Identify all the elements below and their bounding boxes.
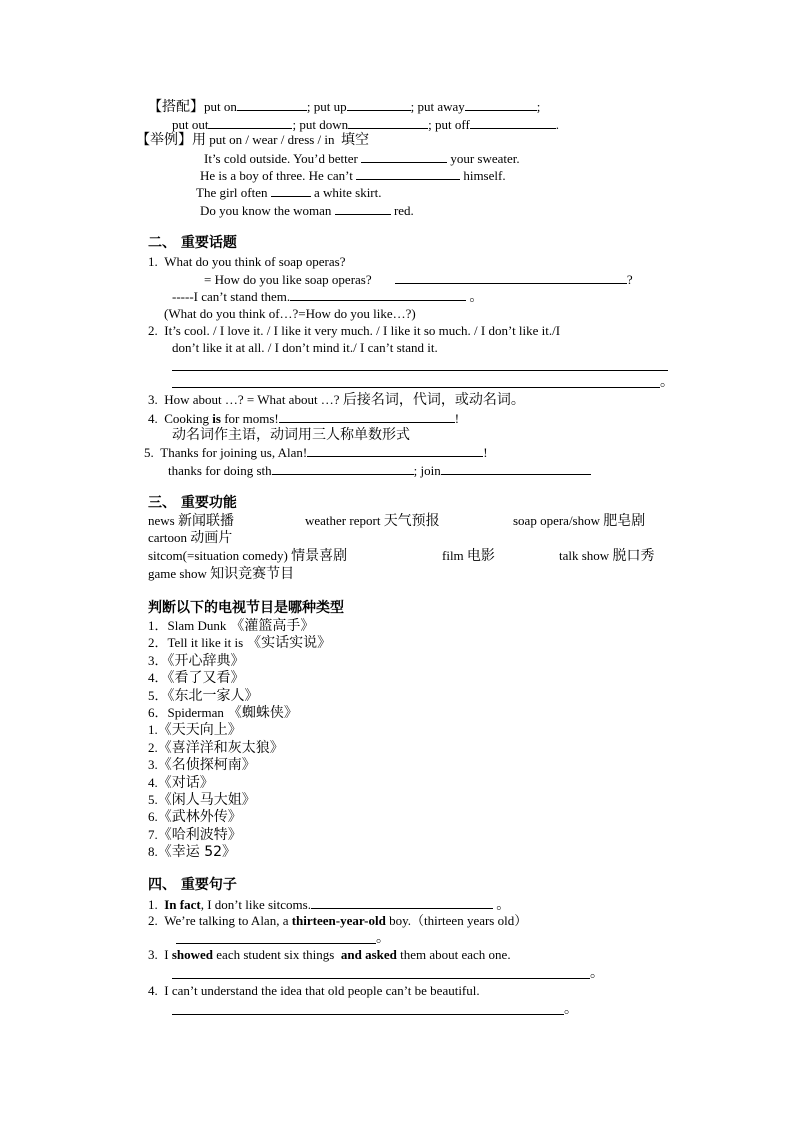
collocation-put-away: put away [417, 99, 465, 114]
judge-item-title: 《武林外传》 [157, 809, 242, 825]
item-number: 5． [148, 688, 168, 703]
topic-5b-join: join [420, 463, 441, 478]
example-sentence-4 [200, 202, 414, 219]
end-mark: 。 [469, 289, 484, 305]
judge-item [148, 618, 314, 634]
collocation-put-down: put down [299, 117, 349, 132]
blank[interactable] [290, 288, 466, 301]
example-s4b: red. [393, 203, 414, 218]
blank[interactable] [272, 462, 414, 475]
example-instruction [136, 132, 369, 148]
separator: ; [292, 117, 297, 132]
judge-item-title: 《看了又看》 [167, 670, 245, 686]
function-soap [513, 513, 645, 529]
example-s3b: a white skirt. [313, 185, 382, 200]
topic-1c-text: -----I can’t stand them. [172, 289, 291, 304]
example-s3a: The girl often [196, 185, 268, 200]
sentence-3-bold-2: and asked [340, 947, 397, 962]
judge-item [148, 722, 242, 738]
topic-item-1 [148, 254, 345, 270]
answer-line[interactable] [172, 978, 590, 979]
function-film [442, 548, 495, 564]
function-en: cartoon [148, 530, 187, 545]
topic-3-text: How about …? = What about …? [164, 392, 340, 407]
topic-item-5 [144, 444, 488, 461]
function-en: soap opera/show [513, 513, 601, 528]
item-number: 3. [148, 947, 158, 962]
sentence-3-bold-1: showed [171, 947, 214, 962]
blank[interactable] [307, 444, 483, 457]
example-sentence-3 [196, 184, 382, 201]
judge-item-title: 《开心辞典》 [167, 653, 245, 669]
item-number: 1. [148, 254, 158, 269]
topic-1b-text: = How do you like soap operas? [204, 272, 372, 287]
section-heading-functions: 三、 重要功能 [148, 495, 237, 511]
item-number: 5. [148, 792, 158, 807]
judge-item [148, 844, 236, 860]
end-mark: 。 [660, 374, 674, 390]
function-sitcom [148, 548, 347, 564]
separator: ; [410, 99, 415, 114]
separator: ; [413, 463, 418, 478]
sentence-2-bold: thirteen-year-old [291, 913, 386, 928]
blank[interactable] [279, 410, 455, 423]
collocation-line-2 [172, 116, 559, 133]
item-number: 1. [148, 722, 158, 737]
example-sentence-1 [204, 150, 520, 167]
function-talk-show [559, 548, 654, 564]
item-number: 3. [148, 392, 158, 407]
function-cn: 情景喜剧 [291, 548, 348, 564]
blank[interactable] [395, 271, 627, 284]
judge-item [148, 775, 214, 791]
function-news [148, 513, 234, 529]
judge-item [148, 809, 242, 825]
judge-item-title: 《闲人马大姐》 [157, 792, 256, 808]
topic-5-text: Thanks for joining us, Alan! [160, 445, 308, 460]
answer-line[interactable] [172, 387, 660, 388]
collocation-put-up: put up [313, 99, 347, 114]
example-s1b: your sweater. [450, 151, 520, 166]
example-s4a: Do you know the woman [200, 203, 332, 218]
blank[interactable] [208, 116, 292, 129]
end-mark: 。 [590, 965, 604, 981]
collocation-put-off: put off [434, 117, 470, 132]
collocation-label: 【搭配】 [148, 99, 204, 115]
section-heading-judge: 判断以下的电视节目是哪种类型 [148, 600, 344, 616]
blank[interactable] [465, 98, 537, 111]
judge-item-en: Tell it like it is [167, 635, 244, 650]
item-number: 6． [148, 705, 168, 720]
judge-item [148, 705, 298, 721]
blank[interactable] [271, 184, 311, 197]
question-mark: ? [626, 272, 633, 287]
judge-item [148, 757, 256, 773]
judge-item-en: Slam Dunk [167, 618, 227, 633]
sentence-3 [148, 947, 511, 963]
judge-item-title: 《天天向上》 [157, 722, 242, 738]
function-cn: 脱口秀 [612, 548, 655, 564]
topic-item-1b [204, 271, 633, 288]
function-cartoon [148, 530, 232, 546]
blank[interactable] [361, 150, 447, 163]
judge-item-title: 《东北一家人》 [167, 688, 259, 704]
judge-item [148, 653, 245, 669]
item-number: 8. [148, 844, 158, 859]
function-cn: 肥皂剧 [603, 513, 646, 529]
topic-item-4 [148, 410, 459, 427]
sentence-1-bold: In fact [164, 897, 201, 912]
judge-item-en: Spiderman [167, 705, 224, 720]
collocation-put-on: put on [204, 99, 237, 114]
example-instruction-b: put on / wear / dress / in [209, 132, 335, 147]
blank[interactable] [311, 896, 493, 909]
item-number: 3． [148, 653, 168, 668]
item-number: 6. [148, 809, 158, 824]
separator: ; [428, 117, 432, 132]
item-number: 2. [148, 913, 158, 928]
sentence-1-text: , I don’t like sitcoms. [200, 897, 311, 912]
item-number: 7. [148, 827, 158, 842]
sentence-3-a: I [164, 947, 169, 962]
example-label: 【举例】 [136, 132, 192, 148]
separator: ; [536, 99, 541, 114]
answer-line[interactable] [172, 370, 668, 371]
item-number: 2． [148, 635, 168, 650]
function-cn: 天气预报 [383, 513, 440, 529]
judge-item-title: 《蜘蛛侠》 [227, 705, 298, 721]
sentence-1 [148, 896, 510, 913]
judge-item [148, 740, 284, 756]
example-sentence-2 [200, 167, 506, 184]
exclamation-mark: ! [454, 411, 460, 426]
topic-1-text: What do you think of soap operas? [164, 254, 346, 269]
example-instruction-c: 填空 [341, 132, 370, 148]
blank[interactable] [356, 167, 460, 180]
collocation-put-out: put out [172, 117, 209, 132]
judge-item-title: 《对话》 [157, 775, 214, 791]
section-heading-sentences: 四、 重要句子 [148, 877, 237, 893]
judge-item-title: 《幸运 52》 [157, 844, 237, 860]
topic-4-bold: is [212, 411, 221, 426]
topic-item-1d: (What do you think of…?=How do you like…?) [164, 306, 416, 321]
end-mark: 。 [564, 1001, 578, 1017]
function-en: sitcom(=situation comedy) [148, 548, 288, 563]
item-number: 2. [148, 323, 158, 338]
judge-item [148, 827, 242, 843]
function-en: film [442, 548, 464, 563]
collocation-line-1 [148, 98, 540, 115]
function-game-show [148, 566, 294, 582]
item-number: 4. [148, 775, 158, 790]
sentence-2-post: boy.（thirteen years old） [389, 913, 528, 928]
sentence-3-b: each student six things [216, 947, 335, 962]
judge-item [148, 635, 331, 651]
blank[interactable] [441, 462, 591, 475]
answer-line[interactable] [172, 1014, 564, 1015]
blank[interactable] [348, 116, 428, 129]
sentence-3-c: them about each one. [400, 947, 511, 962]
separator: ; [306, 99, 311, 114]
function-cn: 新闻联播 [177, 513, 234, 529]
judge-item-title: 《名侦探柯南》 [157, 757, 256, 773]
function-en: game show [148, 566, 207, 581]
example-s2b: himself. [463, 168, 506, 183]
example-s2a: He is a boy of three. He can’t [200, 168, 353, 183]
function-weather [305, 513, 440, 529]
period: . [555, 117, 560, 132]
exclamation-mark: ! [483, 445, 488, 460]
item-number: 4. [148, 411, 158, 426]
answer-line[interactable] [176, 943, 376, 944]
function-cn: 动画片 [190, 530, 233, 546]
item-number: 2. [148, 740, 158, 755]
blank[interactable] [470, 116, 556, 129]
example-instruction-a: 用 [192, 132, 206, 148]
judge-item [148, 792, 256, 808]
judge-item-title: 《实话实说》 [247, 635, 332, 651]
topic-4-note: 动名词作主语，动词用三人称单数形式 [172, 427, 410, 443]
item-number: 5. [144, 445, 154, 460]
topic-item-3 [148, 392, 525, 408]
topic-item-2b: don’t like it at all. / I don’t mind it./ I can’t stand it. [172, 340, 438, 355]
function-en: weather report [305, 513, 381, 528]
end-mark: 。 [496, 897, 511, 913]
blank[interactable] [237, 98, 307, 111]
topic-5b-text: thanks for doing sth [168, 463, 272, 478]
topic-2a-text: It’s cool. / I love it. / I like it very much. / I like it so much. / I don’t like it./I [164, 323, 561, 338]
item-number: 1． [148, 618, 168, 633]
function-en: news [148, 513, 175, 528]
sentence-2 [148, 913, 527, 929]
topic-item-1c [172, 288, 483, 305]
topic-item-2 [148, 323, 560, 339]
sentence-4 [148, 983, 480, 999]
judge-item-title: 《哈利波特》 [157, 827, 242, 843]
function-en: talk show [559, 548, 610, 563]
item-number: 1. [148, 897, 158, 912]
judge-item-title: 《喜洋洋和灰太狼》 [157, 740, 284, 756]
sentence-2-pre: We’re talking to Alan, a [164, 913, 289, 928]
function-cn: 知识竞赛节目 [210, 566, 295, 582]
item-number: 4. [148, 983, 158, 998]
topic-4-pre: Cooking [164, 411, 210, 426]
topic-3-note: 后接名词，代词，或动名词。 [342, 392, 525, 408]
example-s1a: It’s cold outside. You’d better [204, 151, 358, 166]
item-number: 4． [148, 670, 168, 685]
sentence-4-text: I can’t understand the idea that old people can’t be beautiful. [164, 983, 480, 998]
judge-item-title: 《灌篮高手》 [230, 618, 315, 634]
section-heading-topics: 二、 重要话题 [148, 235, 237, 251]
topic-item-5b [168, 462, 591, 479]
judge-item [148, 670, 245, 686]
blank[interactable] [347, 98, 411, 111]
function-cn: 电影 [466, 548, 495, 564]
item-number: 3. [148, 757, 158, 772]
blank[interactable] [335, 202, 391, 215]
end-mark: 。 [376, 930, 390, 946]
topic-4-post: for moms! [224, 411, 279, 426]
judge-item [148, 688, 259, 704]
